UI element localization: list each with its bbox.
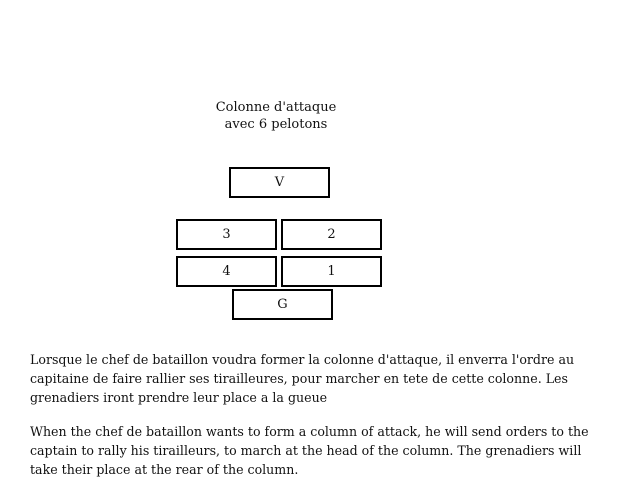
- box-grenadiers: G: [232, 289, 333, 320]
- box-peloton-2: 2: [281, 219, 382, 250]
- box-voltigeurs: V: [229, 167, 330, 198]
- diagram-title-line2: avec 6 pelotons: [224, 117, 328, 132]
- diagram-title: [206, 99, 346, 133]
- box-peloton-1: 1: [281, 256, 382, 287]
- box-peloton-3: 3: [176, 219, 277, 250]
- diagram-title-line1: Colonne d'attaque: [215, 100, 337, 115]
- english-paragraph: When the chef de bataillon wants to form a column of attack, he will send orders to the captain to rally his tirailleurs, to march at the head of the column. The grenadiers will take their place at the rear of the column.: [30, 424, 589, 477]
- box-peloton-4: 4: [176, 256, 277, 287]
- french-paragraph: Lorsque le chef de bataillon voudra former la colonne d'attaque, il enverra l'ordre au capitaine de faire rallier ses tirailleures, pour marcher en tete de cette colonne. Les grenadiers iront prendre leur place a la gueue: [30, 352, 575, 405]
